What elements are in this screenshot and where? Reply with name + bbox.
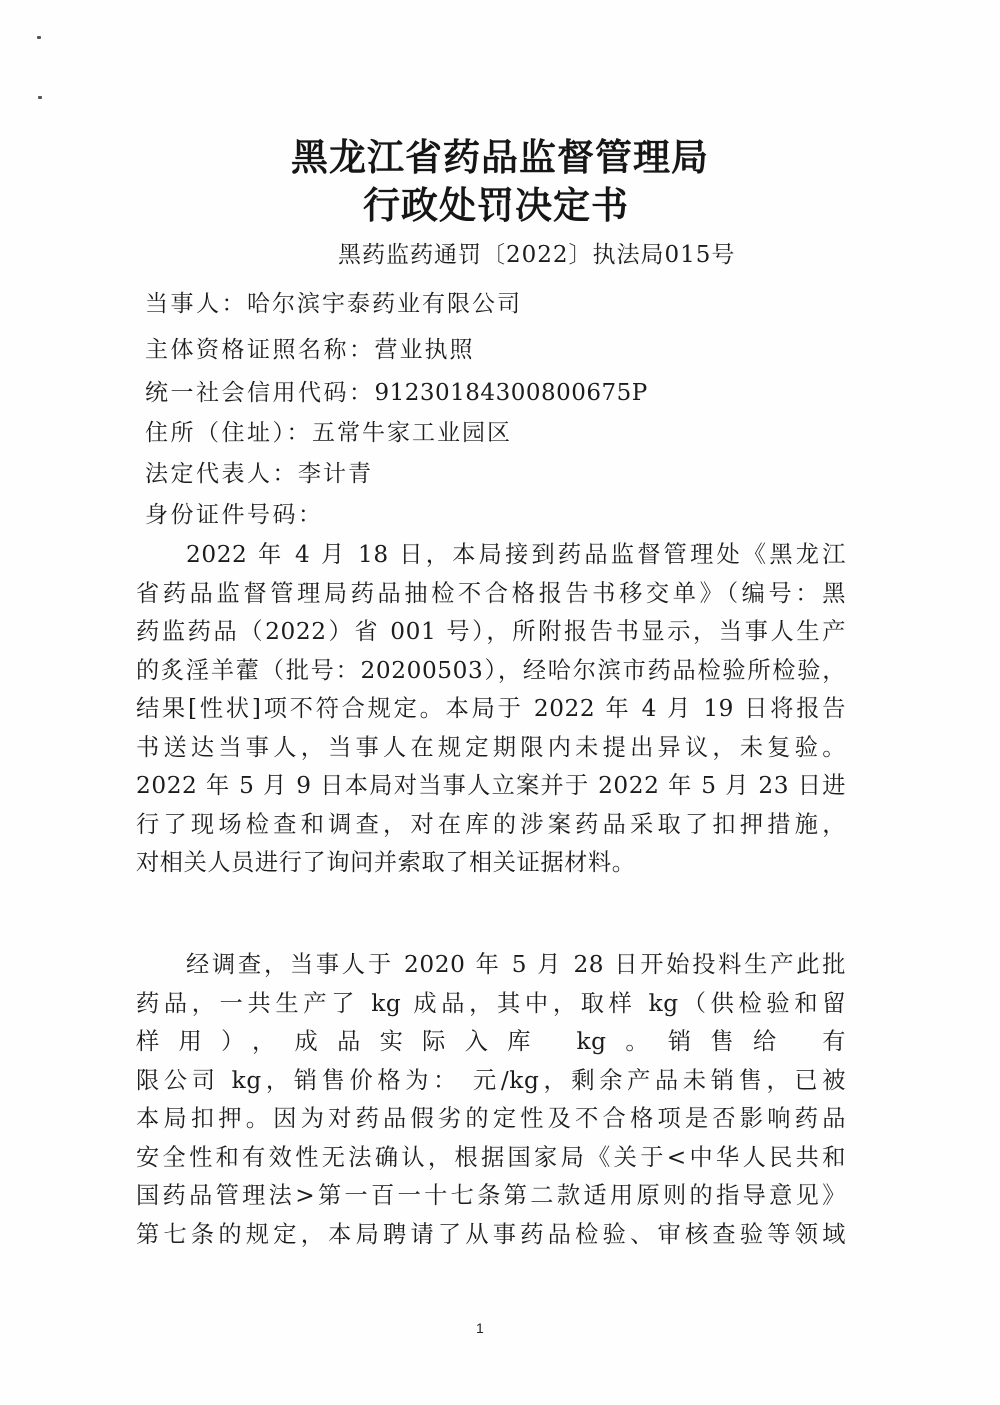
text-line: 2022 年 5 月 9 日本局对当事人立案并于 2022 年 5 月 23 日进 — [136, 772, 846, 799]
address-value: 五常牛家工业园区 — [312, 420, 512, 446]
text-line: 的炙淫羊藿（批号：20200503），经哈尔滨市药品检验所检验， — [136, 656, 846, 684]
issuing-authority-title: 黑龙江省药品监督管理局 — [291, 135, 709, 179]
text-line: 对相关人员进行了询问并索取了相关证据材料。 — [136, 849, 636, 876]
address-field — [145, 414, 512, 447]
text-line: 结果[性状]项不符合规定。本局于 2022 年 4 月 19 日将报告 — [136, 695, 846, 722]
redacted-id-number — [324, 507, 584, 525]
text-line: 第七条的规定，本局聘请了从事药品检验、审核查验等领域 — [136, 1220, 846, 1248]
license-name-field — [145, 331, 475, 364]
paragraph-case-background — [136, 536, 846, 883]
party-field — [145, 285, 522, 318]
text-line: 本局扣押。因为对药品假劣的定性及不合格项是否影响药品 — [136, 1105, 846, 1132]
credit-code-label: 统一社会信用代码： — [145, 380, 375, 406]
document-number: 黑药监药通罚〔2022〕执法局015号 — [338, 242, 736, 268]
address-label: 住所（住址）： — [145, 420, 312, 446]
text-line: 省药品监督管理局药品抽检不合格报告书移交单》（编号：黑 — [136, 579, 846, 607]
scan-artifact — [38, 96, 42, 99]
document-type-title: 行政处罚决定书 — [363, 183, 629, 227]
license-name-label: 主体资格证照名称： — [145, 337, 375, 363]
legal-representative-value: 李计青 — [298, 461, 373, 487]
id-number-label: 身份证件号码： — [145, 502, 324, 528]
license-name-value: 营业执照 — [374, 337, 475, 363]
text-line: 经调查，当事人于 2020 年 5 月 28 日开始投料生产此批 — [186, 951, 846, 978]
page-number: 1 — [476, 1320, 484, 1336]
text-line: 书送达当事人，当事人在规定期限内未提出异议，未复验。 — [136, 733, 846, 761]
text-line: 样用），成品实际入库 kg。销售给 有 — [136, 1028, 846, 1055]
text-line: 限公司 kg，销售价格为： 元/kg，剩余产品未销售，已被 — [136, 1066, 846, 1094]
legal-representative-field — [145, 455, 373, 488]
text-line: 国药品管理法>第一百一十七条第二款适用原则的指导意见》 — [136, 1182, 846, 1209]
paragraph-investigation-findings — [136, 946, 846, 1254]
text-line: 行了现场检查和调查，对在库的涉案药品采取了扣押措施， — [136, 810, 846, 838]
scan-artifact — [37, 36, 41, 39]
text-line: 药监药品（2022）省 001 号），所附报告书显示，当事人生产 — [136, 618, 846, 645]
text-line: 2022 年 4 月 18 日，本局接到药品监督管理处《黑龙江 — [186, 541, 846, 568]
party-value: 哈尔滨宇泰药业有限公司 — [247, 291, 522, 317]
legal-representative-label: 法定代表人： — [145, 461, 298, 487]
party-label: 当事人： — [145, 291, 247, 317]
text-line: 安全性和有效性无法确认，根据国家局《关于<中华人民共和 — [136, 1143, 846, 1171]
credit-code-value: 91230184300800675P — [374, 380, 648, 406]
text-line: 药品，一共生产了 kg 成品，其中，取样 kg（供检验和留 — [136, 989, 846, 1017]
credit-code-field — [145, 374, 648, 407]
id-number-field — [145, 496, 584, 529]
